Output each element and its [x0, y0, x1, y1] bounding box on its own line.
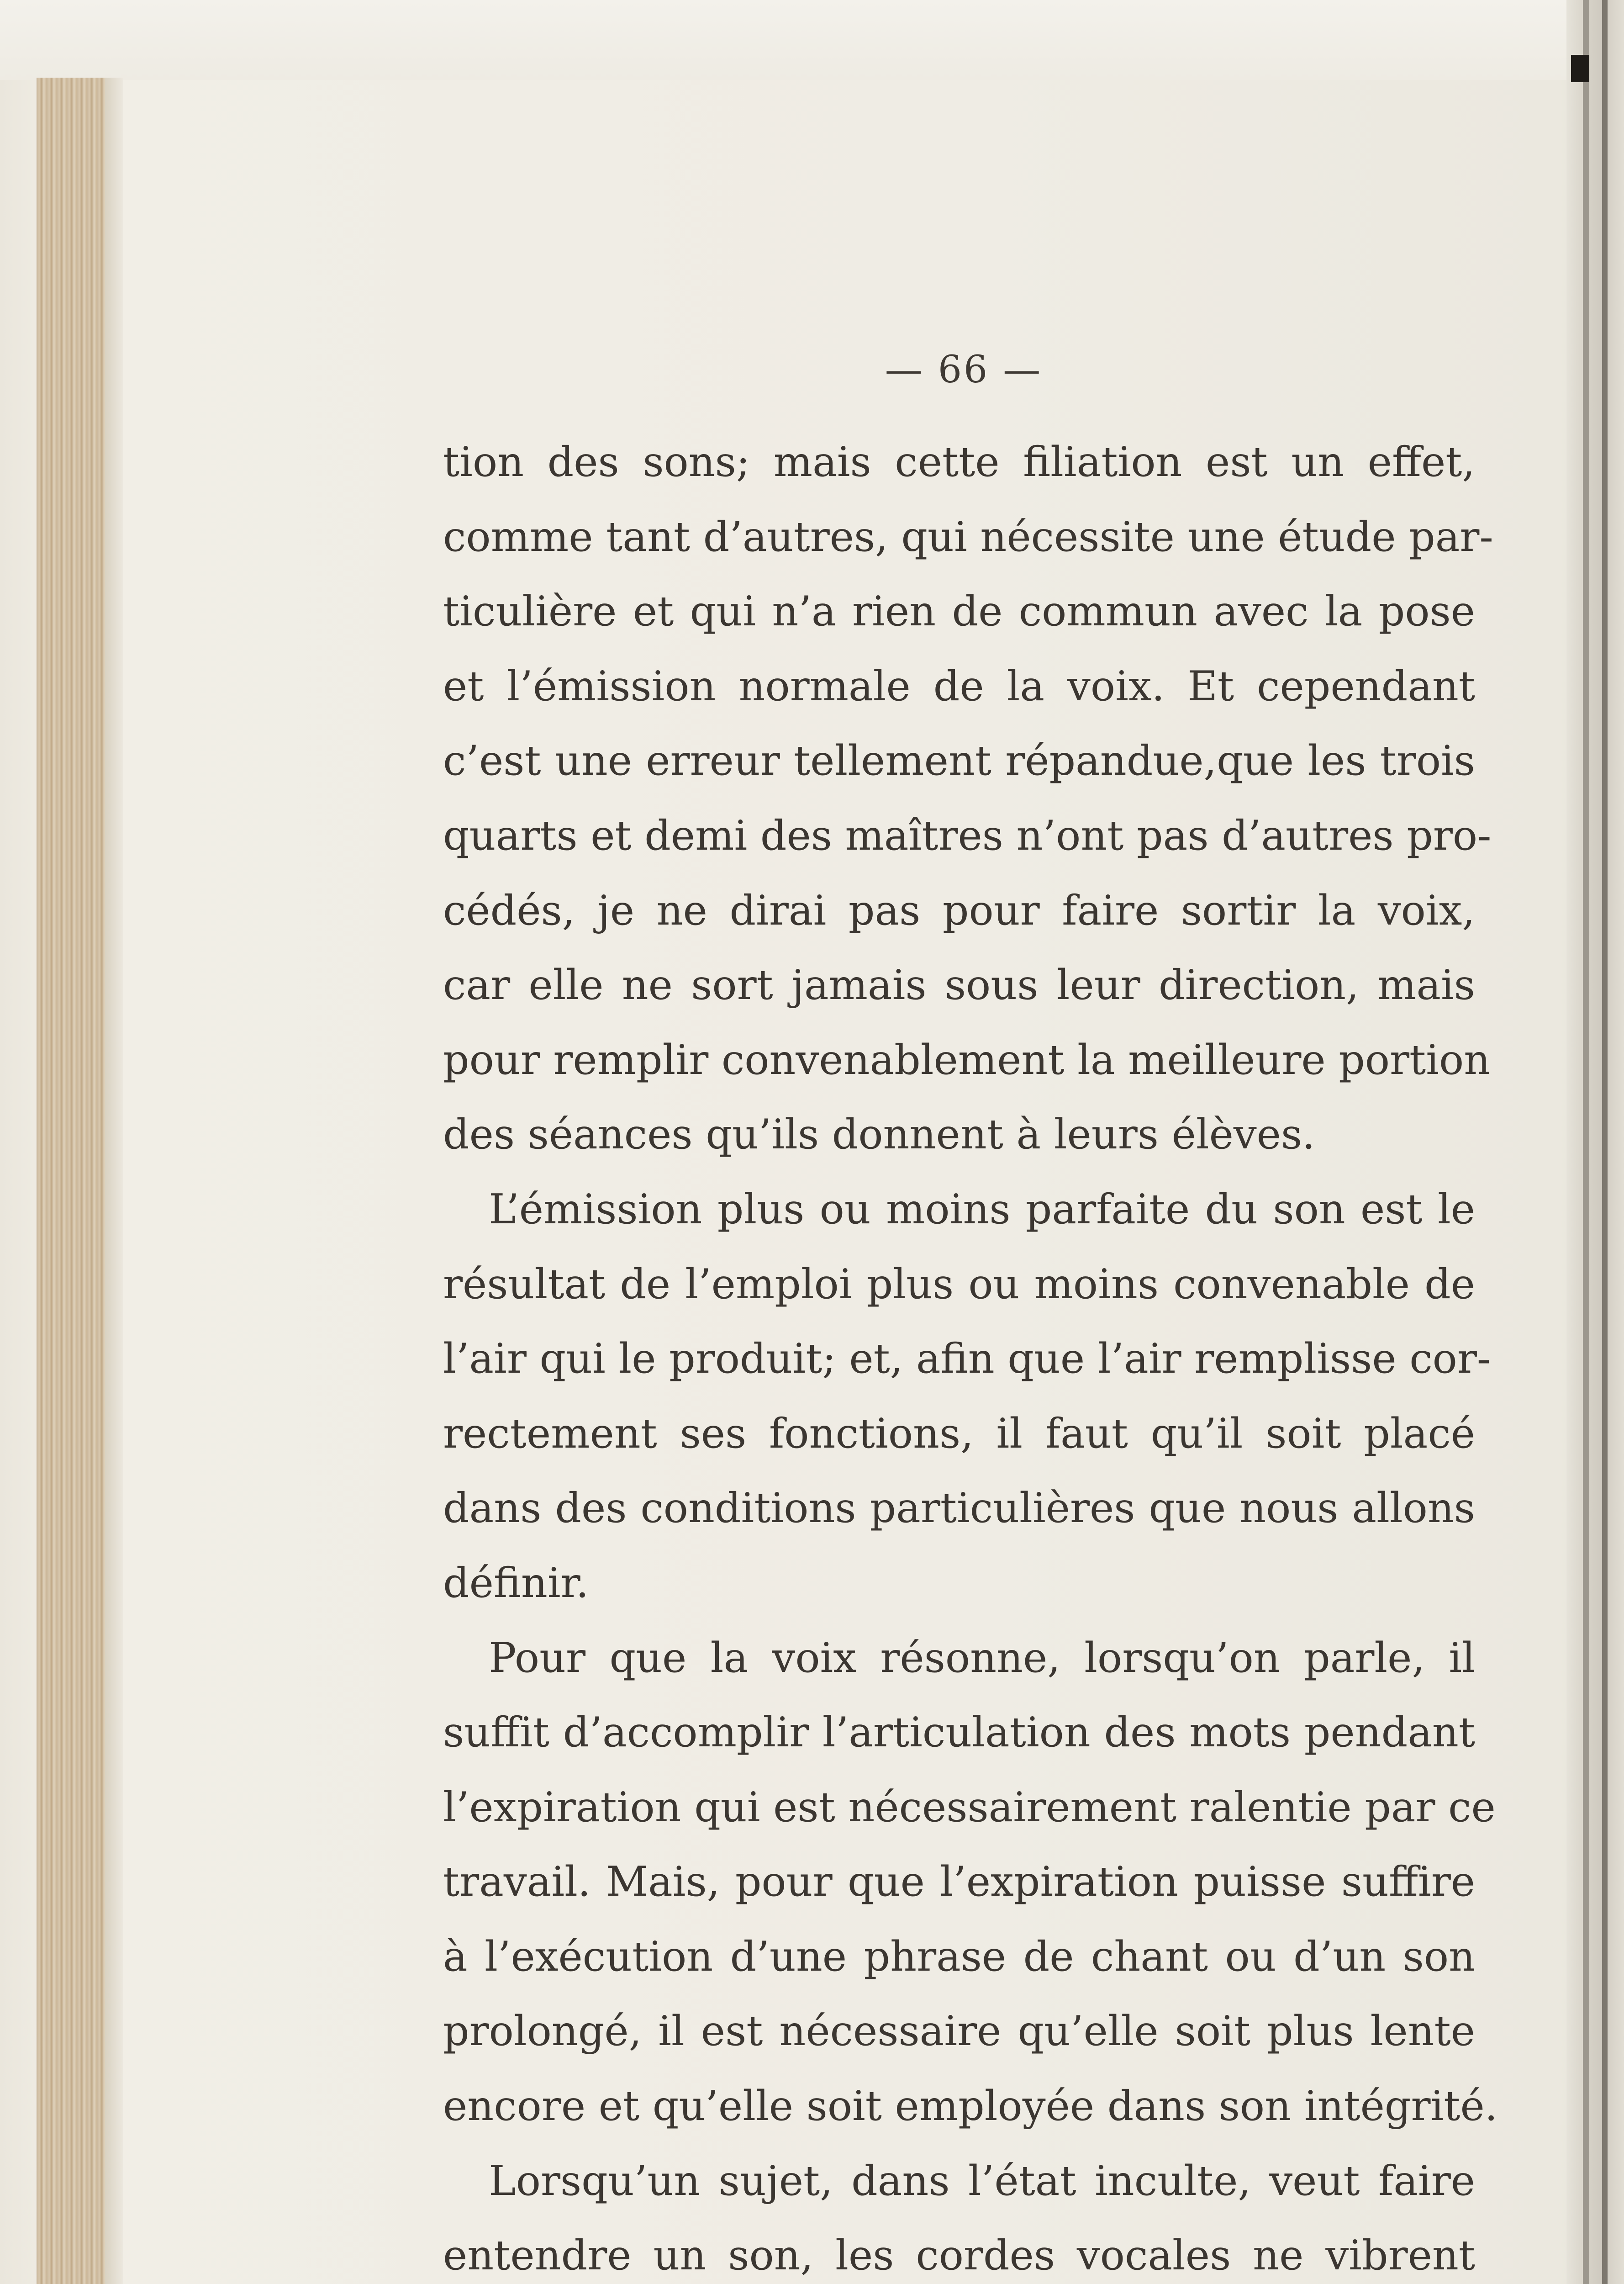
text-line: entendre un son, les cordes vocales ne vibrent	[443, 2231, 1475, 2280]
page-fore-edge	[1566, 0, 1624, 2284]
text-line: l’air qui le produit; et, afin que l’air remplisse cor-	[443, 1335, 1491, 1383]
page-number: — 66 —	[885, 348, 1043, 391]
gutter-shadow	[105, 78, 123, 2284]
text-line: définir.	[443, 1559, 589, 1607]
text-line: quarts et demi des maîtres n’ont pas d’autres pro-	[443, 811, 1492, 860]
fore-edge-line	[1602, 0, 1608, 2284]
scan-mark	[1571, 55, 1589, 82]
text-line: car elle ne sort jamais sous leur direction, mais	[443, 961, 1475, 1010]
text-line: à l’exécution d’une phrase de chant ou d’un son	[443, 1932, 1475, 1981]
text-line: encore et qu’elle soit employée dans son intégrité.	[443, 2082, 1498, 2131]
text-line: rectement ses fonctions, il faut qu’il soit placé	[443, 1409, 1475, 1458]
text-line: pour remplir convenablement la meilleure portion	[443, 1036, 1491, 1084]
fore-edge-line	[1583, 0, 1589, 2284]
text-line: dans des conditions particulières que nous allons	[443, 1484, 1475, 1533]
body-text	[443, 425, 1498, 2284]
text-line: travail. Mais, pour que l’expiration puisse suffire	[443, 1858, 1475, 1906]
text-line: tion des sons; mais cette filiation est un effet,	[443, 438, 1475, 486]
text-line: comme tant d’autres, qui nécessite une étude par-	[443, 513, 1493, 561]
text-line: l’expiration qui est nécessairement ralentie par ce	[443, 1783, 1496, 1831]
text-line: et l’émission normale de la voix. Et cependant	[443, 662, 1475, 710]
text-line: ticulière et qui n’a rien de commun avec la pose	[443, 587, 1475, 636]
text-line: des séances qu’ils donnent à leurs élèves.	[443, 1110, 1315, 1159]
top-margin	[0, 0, 1624, 80]
text-line: cédés, je ne dirai pas pour faire sortir la voix,	[443, 886, 1475, 935]
text-line: Lorsqu’un sujet, dans l’état inculte, veut faire	[489, 2157, 1475, 2205]
text-line: L’émission plus ou moins parfaite du son est le	[489, 1185, 1475, 1233]
text-line: c’est une erreur tellement répandue,que les trois	[443, 737, 1475, 785]
book-spine-edge	[37, 78, 105, 2284]
text-line: résultat de l’emploi plus ou moins convenable de	[443, 1260, 1475, 1308]
text-line: prolongé, il est nécessaire qu’elle soit plus lente	[443, 2007, 1475, 2056]
text-line: suffit d’accomplir l’articulation des mots pendant	[443, 1708, 1475, 1757]
text-line: Pour que la voix résonne, lorsqu’on parle, il	[489, 1634, 1475, 1682]
